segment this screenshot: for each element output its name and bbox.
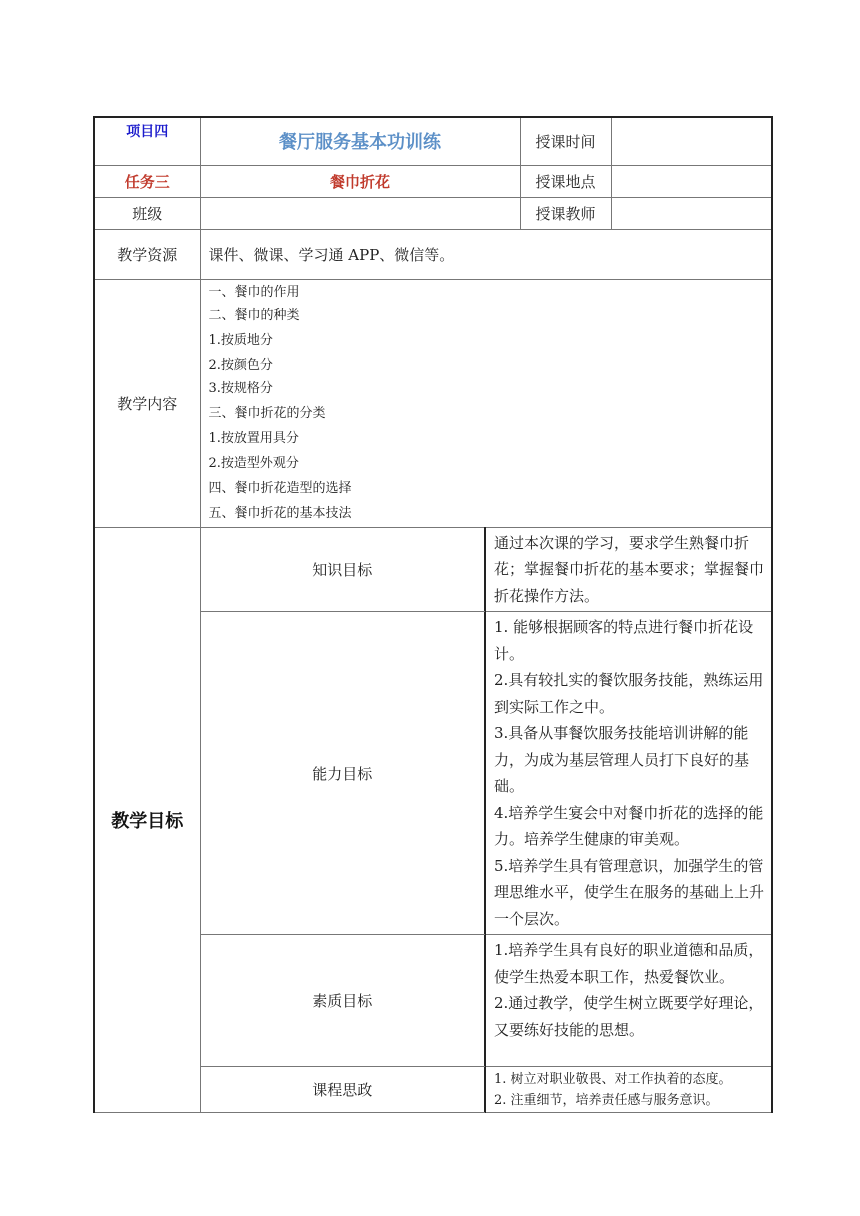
quality-goal-list: [485, 935, 772, 1067]
row-project: [94, 117, 772, 165]
class-time-label: 授课时间: [520, 117, 611, 165]
lesson-plan-page: [93, 116, 771, 1113]
knowledge-goal-label: 知识目标: [200, 527, 485, 612]
ability-goal-label: 能力目标: [200, 612, 485, 935]
content-item: 四、餐巾折花造型的选择: [208, 480, 352, 496]
quality-goal-label: 素质目标: [200, 935, 485, 1067]
ability-goal-item: 2.具有较扎实的餐饮服务技能，熟练运用到实际工作之中。: [494, 671, 764, 716]
content-list: [200, 279, 772, 527]
goals-label: 教学目标: [94, 527, 200, 1113]
content-item: 三、餐巾折花的分类: [208, 405, 326, 421]
content-item: 3.按规格分: [208, 380, 273, 396]
row-knowledge-goal: [94, 527, 772, 612]
location-label: 授课地点: [520, 165, 611, 197]
class-value: [200, 197, 520, 229]
lesson-plan-table: [93, 116, 773, 1113]
content-item: 五、餐巾折花的基本技法: [208, 505, 352, 521]
content-item: 2.按颜色分: [208, 357, 273, 373]
content-label: 教学内容: [94, 279, 200, 527]
teacher-value: [611, 197, 772, 229]
knowledge-goal-paragraph: 通过本次课的学习，要求学生熟餐巾折花；掌握餐巾折花的基本要求；掌握餐巾折花操作方法。: [494, 533, 765, 605]
task-label: 任务三: [94, 165, 200, 197]
ability-goal-list: [485, 612, 772, 935]
content-item: 2.按造型外观分: [208, 455, 299, 471]
ideology-goal-label: 课程思政: [200, 1067, 485, 1113]
location-value: [611, 165, 772, 197]
content-item: 1.按放置用具分: [208, 430, 299, 446]
content-item: 1.按质地分: [208, 332, 273, 348]
quality-goal-item: 1.培养学生具有良好的职业道德和品质，使学生热爱本职工作，热爱餐饮业。: [494, 941, 764, 986]
class-time-value: [611, 117, 772, 165]
course-title: 餐厅服务基本功训练: [200, 117, 520, 165]
project-label: 项目四: [94, 117, 200, 165]
ability-goal-item: 1. 能够根据顾客的特点进行餐巾折花设计。: [494, 618, 754, 663]
ideology-goal-list: [485, 1067, 772, 1113]
row-resources: [94, 229, 772, 279]
ability-goal-item: 5.培养学生具有管理意识，加强学生的管理思维水平，使学生在服务的基础上上升一个层次。: [494, 856, 765, 928]
teacher-label: 授课教师: [520, 197, 611, 229]
content-item: 二、餐巾的种类: [208, 307, 300, 323]
quality-goal-item: 2.通过教学，使学生树立既要学好理论，又要练好技能的思想。: [494, 994, 764, 1039]
ability-goal-item: 3.具备从事餐饮服务技能培训讲解的能力，为成为基层管理人员打下良好的基础。: [494, 724, 750, 795]
ability-goal-item: 4.培养学生宴会中对餐巾折花的选择的能力。培养学生健康的审美观。: [494, 803, 764, 848]
resources-value: 课件、微课、学习通 APP、微信等。: [200, 229, 772, 279]
task-title: 餐巾折花: [200, 165, 520, 197]
row-task: [94, 165, 772, 197]
row-content: [94, 279, 772, 527]
resources-label: 教学资源: [94, 229, 200, 279]
content-item: 一、餐巾的作用: [208, 284, 300, 300]
class-label: 班级: [94, 197, 200, 229]
ideology-goal-item: 1. 树立对职业敬畏、对工作执着的态度。: [494, 1071, 732, 1087]
ideology-goal-item: 2. 注重细节，培养责任感与服务意识。: [494, 1092, 719, 1108]
row-class: [94, 197, 772, 229]
knowledge-goal-text: [485, 527, 772, 612]
